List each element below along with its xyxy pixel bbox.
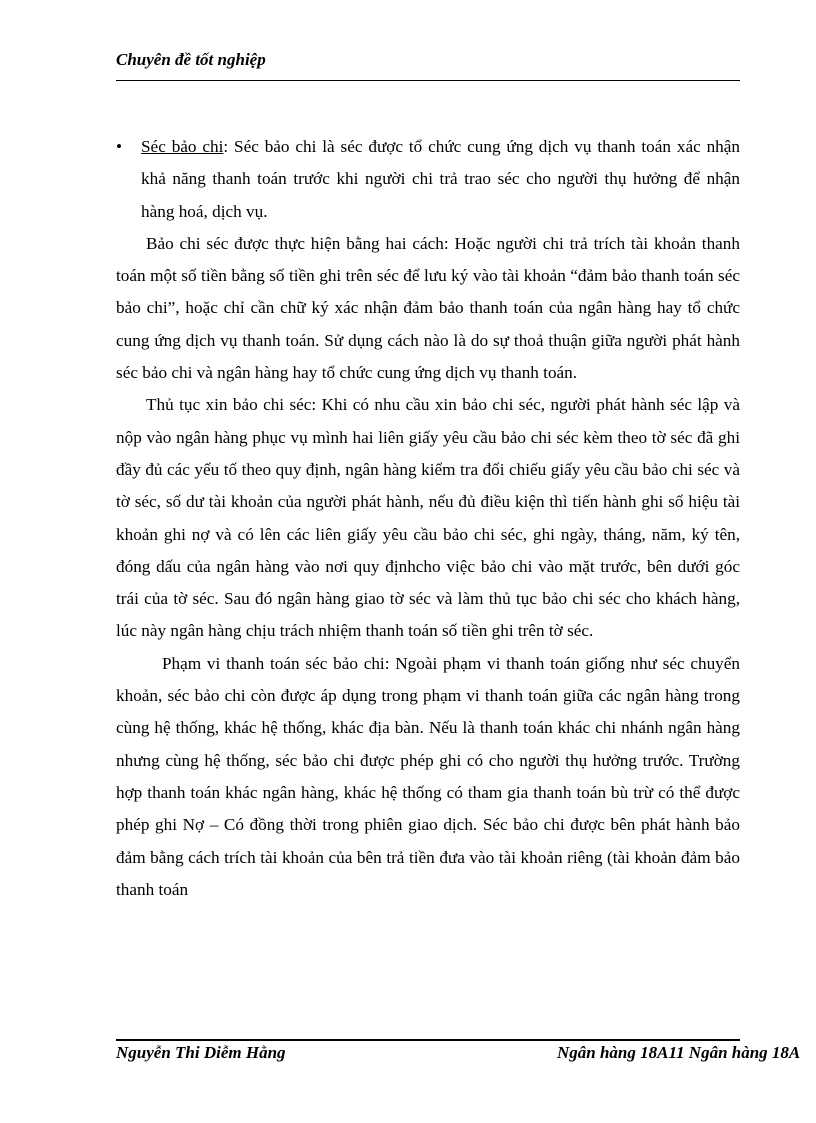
bullet-item-sec-bao-chi [116, 131, 740, 228]
term-definition: : Séc bảo chi là séc được tổ chức cung ứng dịch vụ thanh toán xác nhận khả năng thanh toán trước khi người chi trả trao séc cho người thụ hưởng để nhận hàng hoá, dịch vụ. [141, 137, 740, 221]
footer-author: Nguyễn Thi Diễm Hằng [116, 1043, 286, 1062]
header-divider [116, 80, 740, 81]
footer-divider [116, 1039, 740, 1041]
bullet-icon: • [116, 137, 123, 156]
page-header-title: Chuyên đề tốt nghiệp [116, 50, 266, 69]
term-label: Séc bảo chi [141, 137, 224, 156]
footer-class: Ngân hàng 18A11 Ngân hàng 18A [557, 1043, 801, 1062]
paragraph-payment-scope: Phạm vi thanh toán séc bảo chi: Ngoài phạm vi thanh toán giống như séc chuyển khoản, séc bảo chi còn được áp dụng trong phạm vi thanh toán giữa các ngân hàng trong cùng hệ thống, khác hệ thống, khác địa bàn. Nếu là thanh toán khác chi nhánh ngân hàng nhưng cùng hệ thống, séc bảo chi được phép ghi có cho người thụ hưởng trước. Trường hợp thanh toán khác ngân hàng, khác hệ thống có tham gia thanh toán bù trừ có thể được phép ghi Nợ – Có đồng thời trong phiên giao dịch. Séc bảo chi được bên phát hành bảo đảm bằng cách trích tài khoản của bên trả tiền đưa vào tài khoản riêng (tài khoản đảm bảo thanh toán [116, 653, 740, 899]
paragraph-bao-chi-methods: Bảo chi séc được thực hiện bằng hai cách: Hoặc người chi trả trích tài khoản thanh toán một số tiền bằng số tiền ghi trên séc để lưu ký vào tài khoản “đảm bảo thanh toán séc bảo chi”, hoặc chỉ cần chữ ký xác nhận đảm bảo thanh toán của ngân hàng hay tổ chức cung ứng dịch vụ thanh toán. Sử dụng cách nào là do sự thoả thuận giữa người phát hành séc bảo chi và ngân hàng hay tổ chức cung ứng dịch vụ thanh toán. [116, 233, 740, 383]
document-body [116, 131, 740, 906]
paragraph-procedure: Thủ tục xin bảo chi séc: Khi có nhu cầu xin bảo chi séc, người phát hành séc lập và nộp vào ngân hàng phục vụ mình hai liên giấy yêu cầu bảo chi séc kèm theo tờ séc đã ghi đầy đủ các yếu tố theo quy định, ngân hàng kiểm tra đối chiếu giấy yêu cầu bảo chi séc và tờ séc, số dư tài khoản của người phát hành, nếu đủ điều kiện thì tiến hành ghi số hiệu tài khoản ghi nợ và có lên các liên giấy yêu cầu bảo chi séc, ghi ngày, tháng, năm, ký tên, đóng dấu của ngân hàng vào nơi quy địnhcho việc bảo chi vào mặt trước, bên dưới góc trái của tờ séc. Sau đó ngân hàng giao tờ séc và làm thủ tục bảo chi séc cho khách hàng, lúc này ngân hàng chịu trách nhiệm thanh toán số tiền ghi trên tờ séc. [116, 395, 740, 641]
bullet-text [141, 131, 740, 228]
